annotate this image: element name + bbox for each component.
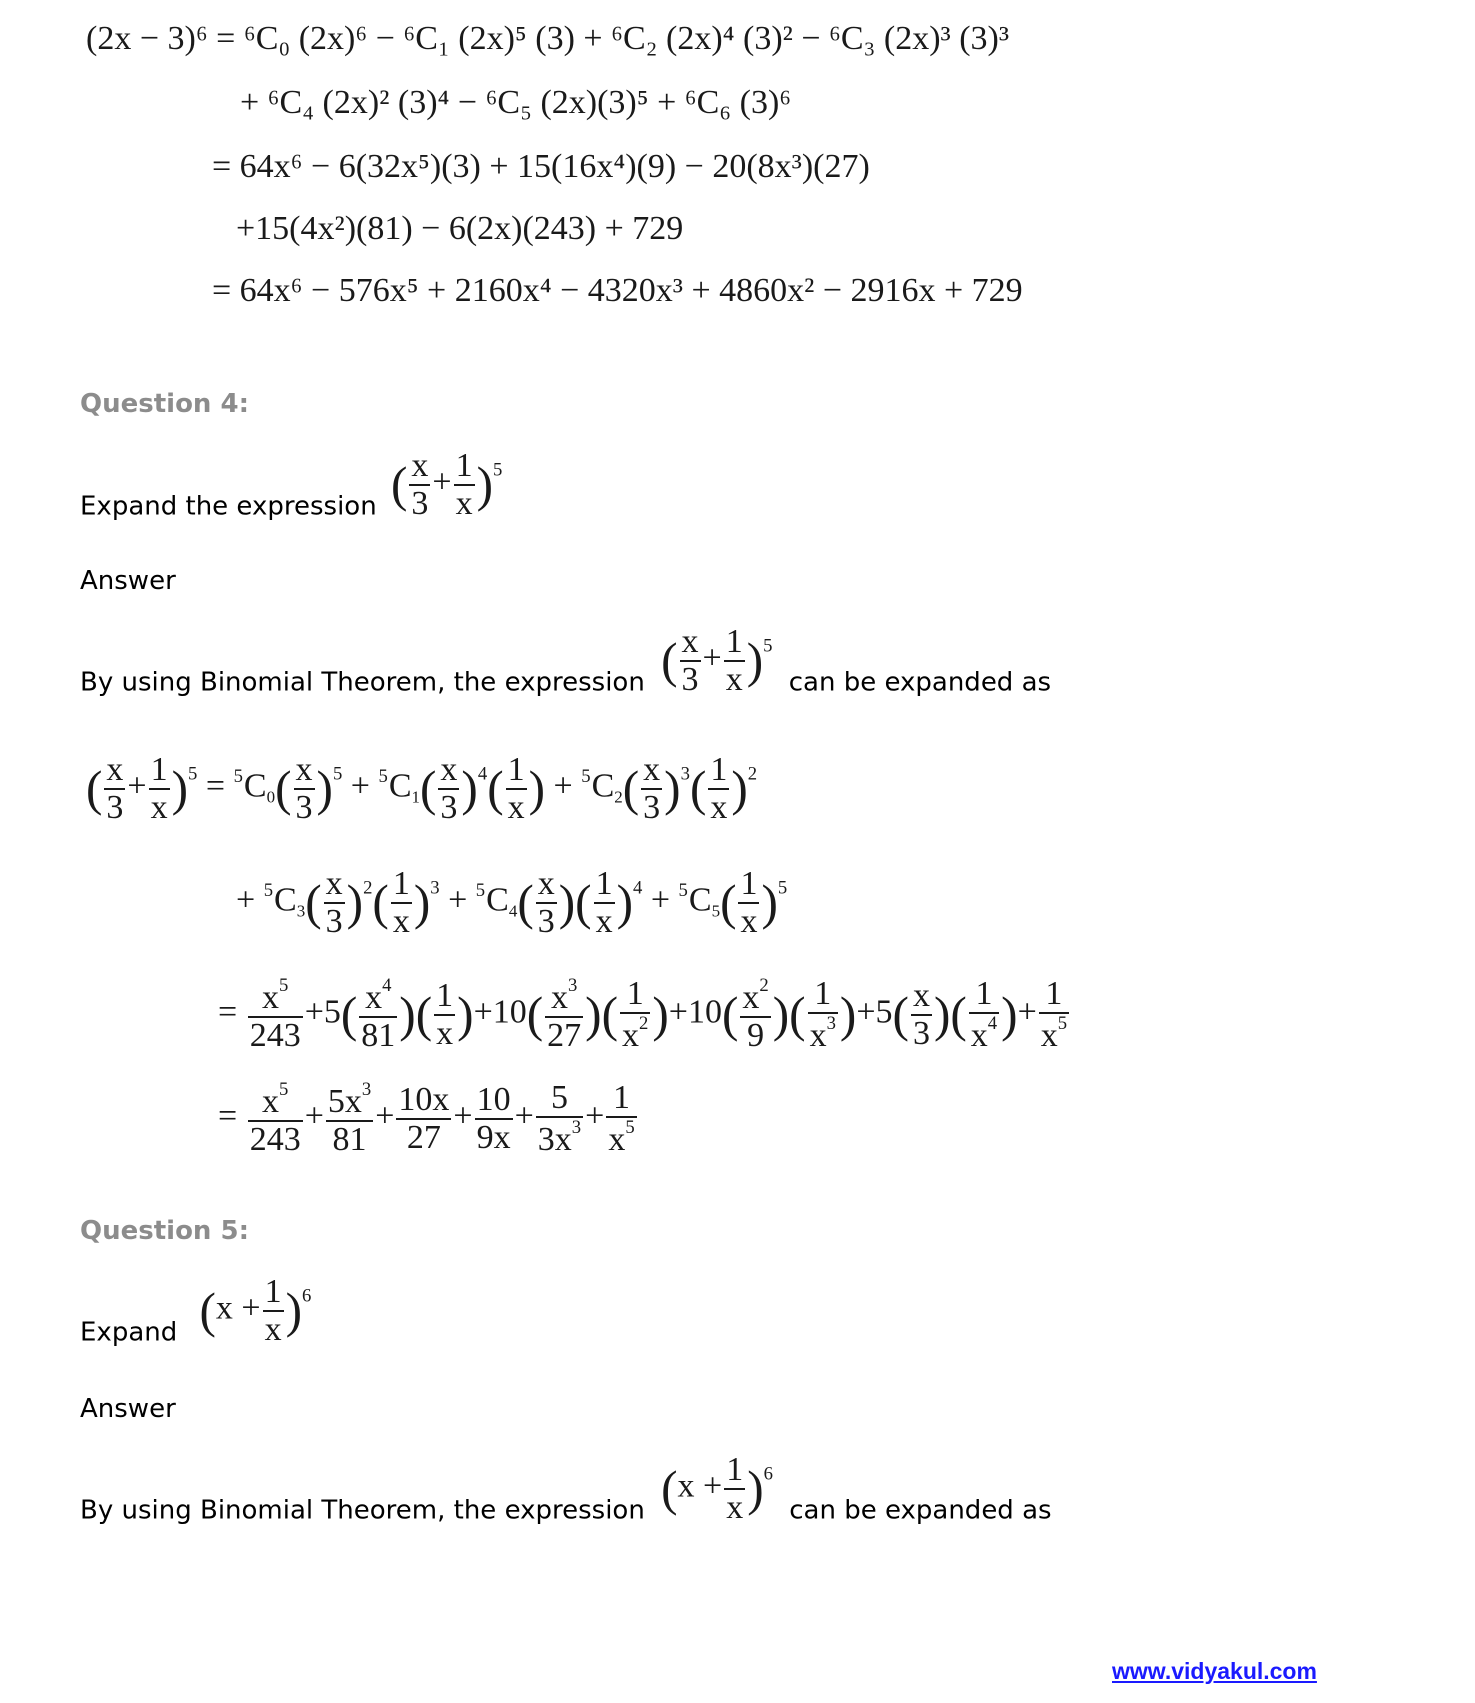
equation-line (212, 274, 1023, 308)
question-heading: Question 4: (80, 389, 249, 419)
equation-line: = $\frac{x^5}{243}$ + $\frac{5x^3}{81}$ + $\frac{10x}{27}$ + $\frac{10}{9x}$ + $\frac{5}{3x^3}$ + $\frac{1}{x^5}$ (218, 1079, 635, 1158)
prompt-text: Expand the expression (80, 491, 377, 522)
equation-line (212, 150, 870, 184)
intro-text: By using Binomial Theorem, the expression (80, 667, 645, 698)
question-heading: Question 5: (80, 1216, 249, 1246)
equation-text: +15(4x²)(81) − 6(2x)(243) + 729 (236, 210, 684, 247)
expression: ( $\frac{x}{3}$ + $\frac{1}{x}$ )$^5$ (661, 623, 773, 698)
equation-line (86, 22, 1009, 56)
answer-label: Answer (80, 566, 176, 596)
intro-text: can be expanded as (789, 1495, 1052, 1526)
equation-line (240, 86, 791, 120)
equation-text: + ⁶C₄ (2x)² (3)⁴ − ⁶C₅ (2x)(3)⁵ + ⁶C₆ (3)⁶ (240, 84, 792, 121)
prompt-text: Expand (80, 1317, 178, 1348)
answer-intro (80, 1452, 1052, 1525)
question-prompt (80, 448, 502, 521)
expression: (x + $\frac{1}{x}$ )$^6$ (199, 1273, 312, 1348)
equation-line (236, 212, 683, 246)
answer-label: Answer (80, 1394, 176, 1424)
equation-line: ( $\frac{x}{3}$ + $\frac{1}{x}$ )$^5 = ^5C_0$( $\frac{x}{3}$ )$^5 + ^5C_1$( $\frac{x}{3}$ )$^4$( $\frac{1}{x}$ ) + $^5C_2$( $\frac{x}{3}$ )$^3$( $\frac{1}{x}$ )$^2$ (86, 751, 758, 826)
intro-text: can be expanded as (788, 667, 1052, 698)
equation-text: (2x − 3)⁶ = ⁶C₀ (2x)⁶ − ⁶C₁ (2x)⁵ (3) + ⁶C₂ (2x)⁴ (3)² − ⁶C₃ (2x)³ (3)³ (86, 20, 1010, 57)
intro-text: By using Binomial Theorem, the expression (80, 1495, 645, 1526)
question-prompt (80, 1274, 311, 1347)
footer-link[interactable]: www.vidyakul.com (1112, 1658, 1317, 1684)
equation-text: = 64x⁶ − 576x⁵ + 2160x⁴ − 4320x³ + 4860x² − 2916x + 729 (212, 272, 1023, 309)
expression: ( $\frac{x}{3}$ + $\frac{1}{x}$ )$^5$ (390, 447, 503, 522)
expression: (x + $\frac{1}{x}$ )$^6$ (661, 1451, 773, 1526)
equation-line: + $^5C_3$( $\frac{x}{3}$ )$^2$( $\frac{1}{x}$ )$^3 + ^5C_4$( $\frac{x}{3}$ )( $\frac{1}{x}$ )$^4 + ^5C_5$( $\frac{1}{x}$ )$^5$ (236, 865, 788, 940)
equation-line: = $\frac{x^5}{243}$ +5( $\frac{x^4}{81}$ )( $\frac{1}{x}$ )+10( $\frac{x^3}{27}$ )( $\frac{1}{x^2}$ )+10( $\frac{x^2}{9}$ )( $\frac{1}{x^3}$ )+5( $\frac{x}{3}$ )( $\frac{1}{x^4}$ )+ $\frac{1}{x^5}$ (218, 975, 1068, 1054)
answer-intro (80, 624, 1051, 697)
equation-text: = 64x⁶ − 6(32x⁵)(3) + 15(16x⁴)(9) − 20(8x³)(27) (212, 148, 870, 185)
